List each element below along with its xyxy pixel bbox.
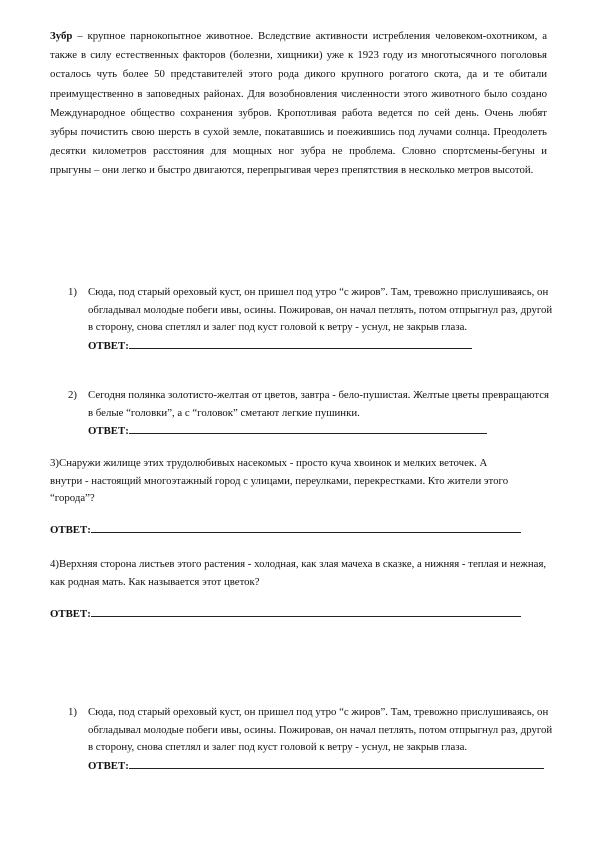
question-number: 3) — [50, 457, 59, 469]
question-number: 4) — [50, 558, 59, 570]
intro-text: – крупное парнокопытное животное. Вследствие активности истребления человеком-охотником, а также в силу естественных факторов (болезни, хищники) уже к 1923 году из многотысячного поголовья осталось чуть более 50 представителей этого рода дикого крупного рогатого скота, да и те обитали преимущественно в заповедных районах. Для возобновления численности этого животного было создано Международное общество сохранения зубров. Кропотливая работа ведется по сей день. Очень любят зубры почистить свою шерсть в сухой земле, покатавшись и поежившись под лучами солнца. Преодолеть десятки километров расстояния для мощных ног зубра не проблема. Словно спортсмены-бегуны и прыгуны – они легко и быстро двигаются, перепрыгивая через препятствия в несколько метров высотой. — [50, 30, 547, 177]
question-text: Сюда, под старый ореховый куст, он пришел под утро “с жиров”. Там, тревожно прислушиваясь, он обгладывал молодые побеги ивы, осины. Пожировав, он начал петлять, потом отпрыгнул раз, другой в сторону, снова спетлял и залег под куст головой к ветру - уснул, не закрыв глаза. — [88, 706, 553, 753]
question-1 — [68, 284, 556, 355]
answer-label: ОТВЕТ: — [50, 524, 91, 536]
answer-label: ОТВЕТ: — [88, 425, 129, 437]
question-text: Сегодня полянка золотисто-желтая от цветов, завтра - бело-пушистая. Желтые цветы превращаются в белые “головки”, а с “головок” сметают легкие пушинки. — [88, 389, 550, 419]
question-1-repeat — [68, 704, 556, 775]
answer-line[interactable] — [129, 337, 472, 349]
question-2 — [68, 387, 556, 441]
question-number: 2) — [68, 389, 77, 401]
answer-row — [68, 757, 556, 776]
question-text: Верхняя сторона листьев этого растения - холодная, как злая мачеха в сказке, а нижняя - теплая и нежная, как родная мать. Как называется этот цветок? — [50, 558, 547, 588]
answer-label: ОТВЕТ: — [50, 608, 91, 620]
question-3 — [50, 455, 520, 508]
answer-line[interactable] — [129, 757, 544, 769]
answer-line[interactable] — [129, 422, 487, 434]
answer-line[interactable] — [91, 521, 521, 533]
question-4 — [50, 556, 550, 591]
question-text: Сюда, под старый ореховый куст, он пришел под утро “с жиров”. Там, тревожно прислушиваясь, он обгладывал молодые побеги ивы, осины. Пожировав, он начал петлять, потом отпрыгнул раз, другой в сторону, снова спетлял и залег под куст головой к ветру - уснул, не закрыв глаза. — [88, 286, 553, 333]
answer-label: ОТВЕТ: — [88, 339, 129, 352]
question-number: 1) — [68, 286, 77, 298]
answer-row — [50, 521, 521, 540]
question-text: Снаружи жилище этих трудолюбивых насекомых - просто куча хвоинок и мелких веточек. А внутри - настоящий многоэтажный город с улицами, переулками, перекрестками. Кто жители этого “города”? — [50, 457, 509, 504]
answer-row — [50, 605, 521, 624]
question-number: 1) — [68, 706, 77, 718]
intro-paragraph — [50, 27, 547, 181]
answer-row — [68, 337, 556, 356]
intro-term: Зубр — [50, 30, 73, 42]
answer-row — [68, 422, 556, 441]
answer-line[interactable] — [91, 605, 521, 617]
answer-label: ОТВЕТ: — [88, 759, 129, 772]
